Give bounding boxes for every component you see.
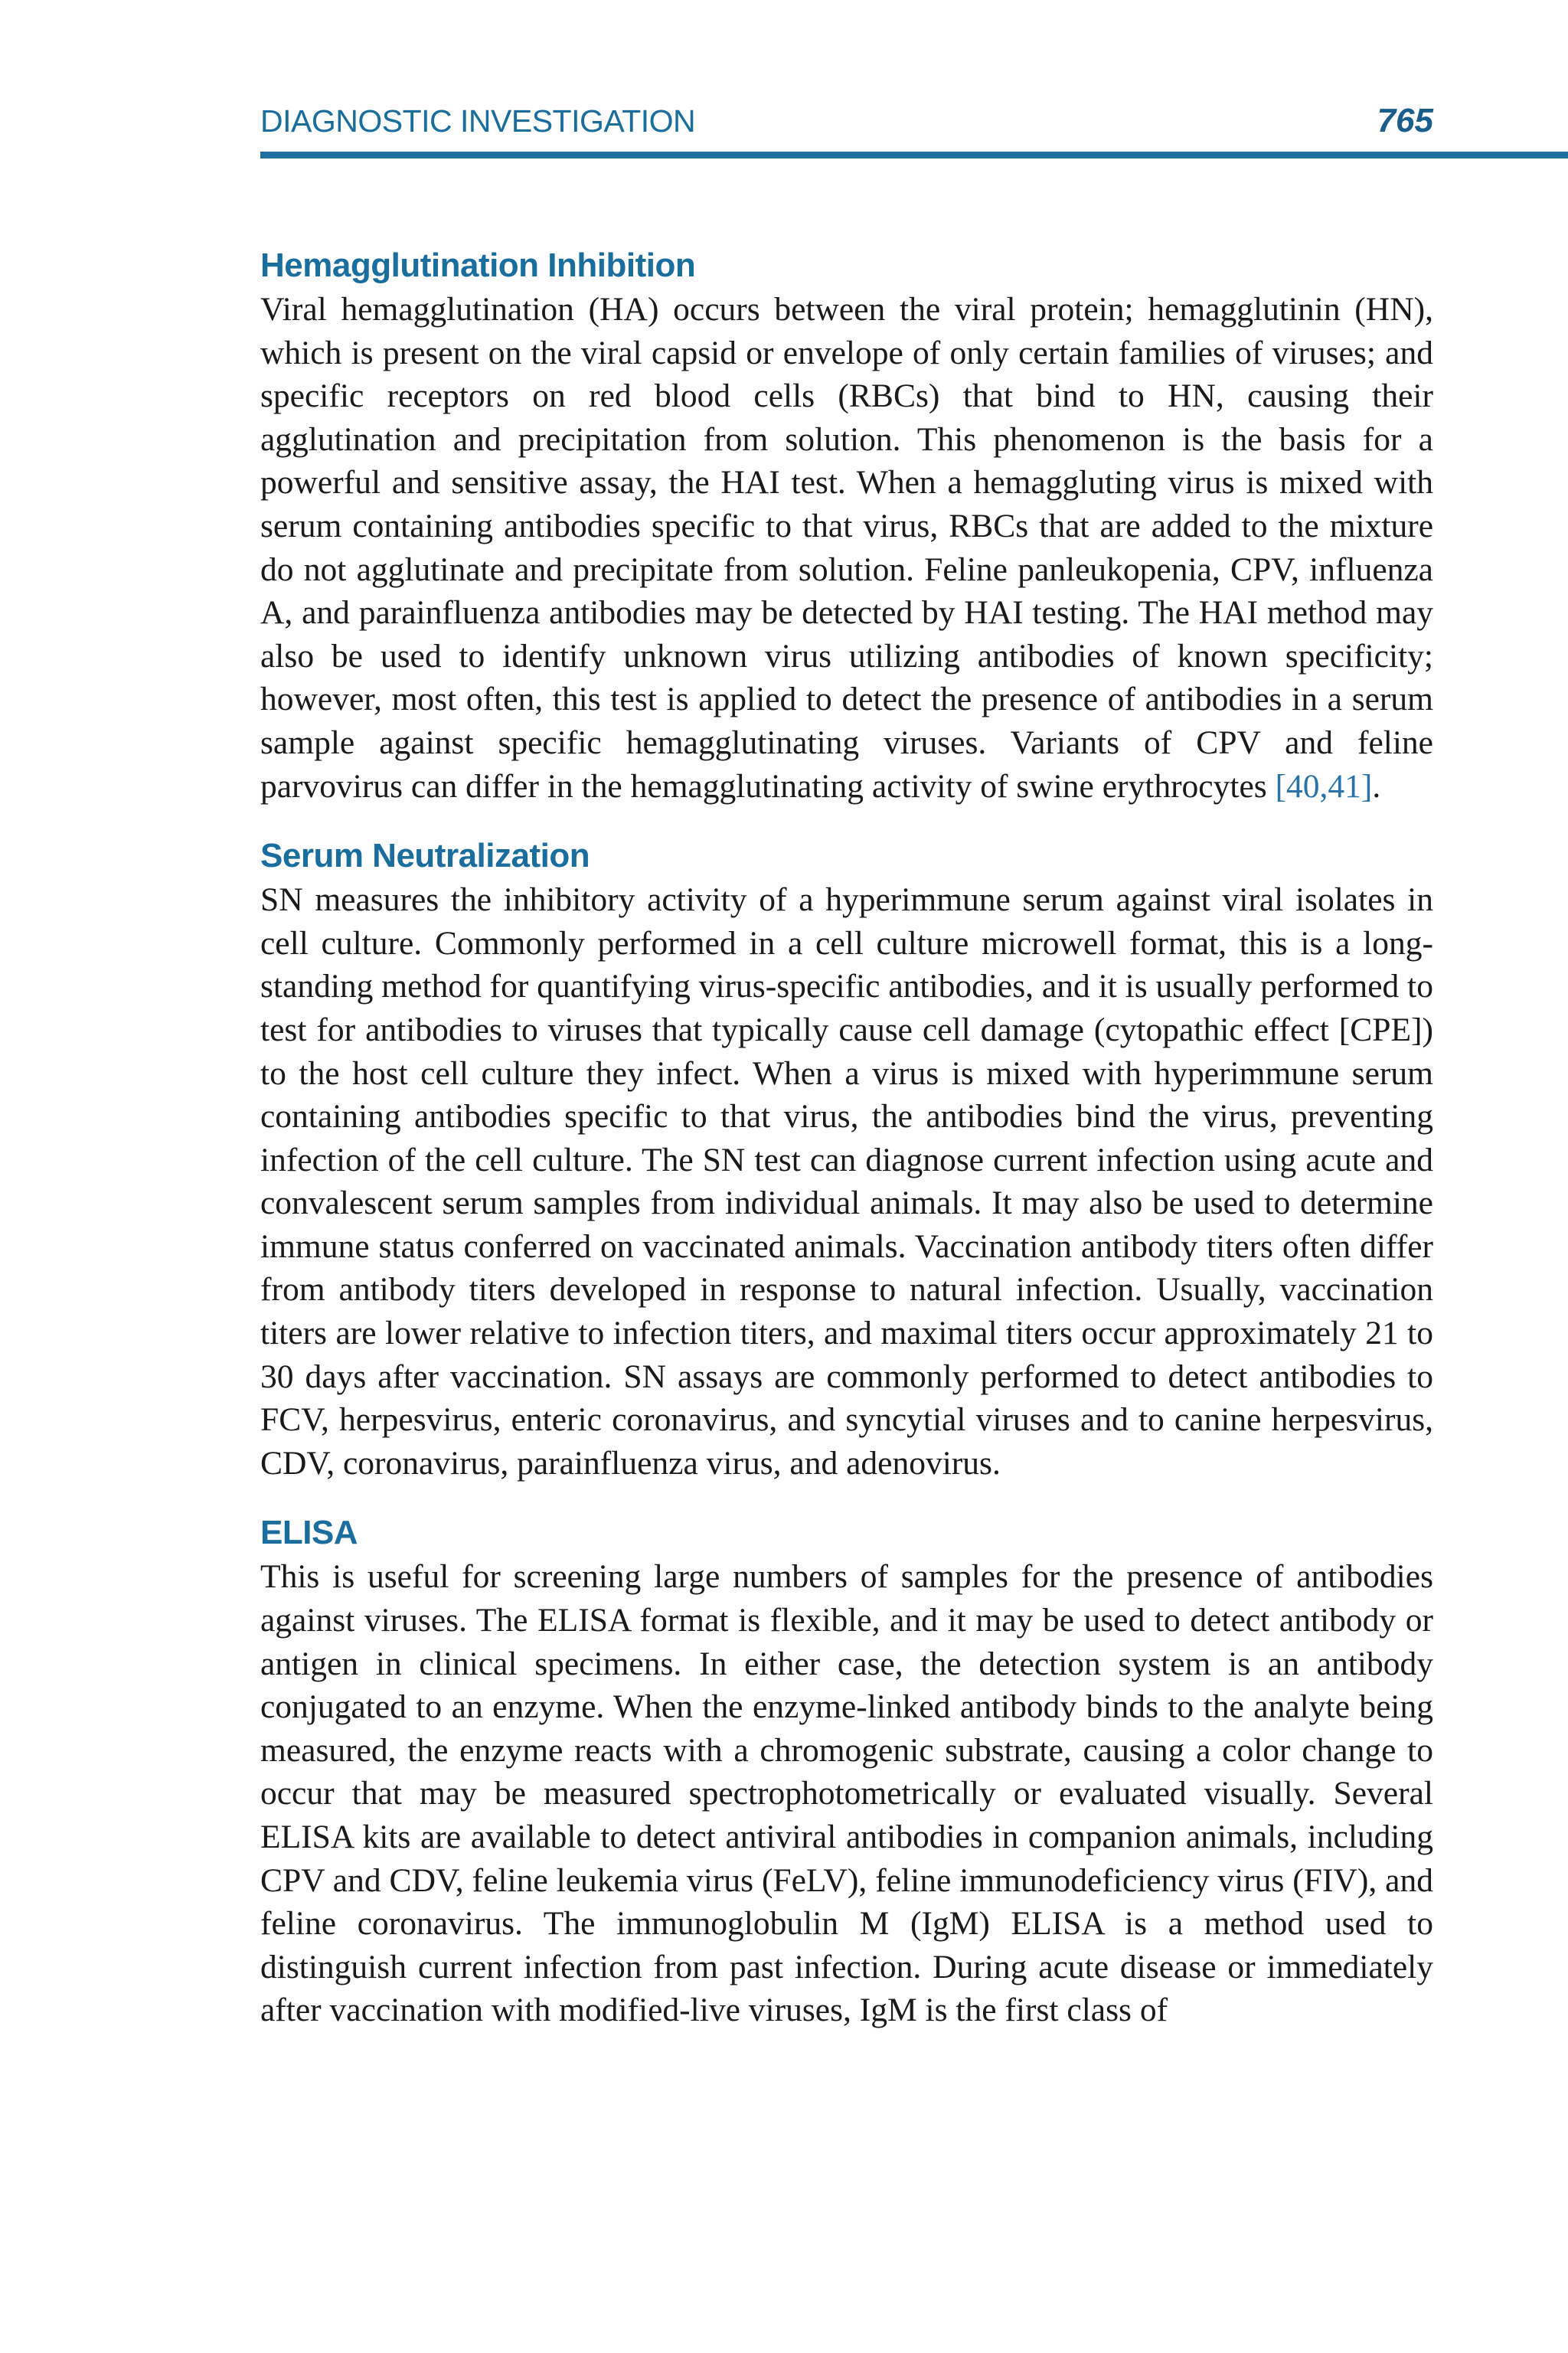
section-heading: ELISA: [260, 1514, 358, 1552]
page-content: [260, 243, 1433, 2058]
header-rule: [260, 152, 1568, 159]
section-paragraph: [260, 1555, 1433, 2032]
section-heading: Serum Neutralization: [260, 837, 590, 875]
paragraph-text: SN measures the inhibitory activity of a hyperimmune serum against viral isolates in cell culture. Commonly performed in a cell culture microwell format, this is a long-standing method for quantifying virus-specific antibodies, and it is usually performed to test for antibodies to viruses that typically cause cell damage (cytopathic effect [CPE]) to the host cell culture they infect. When a virus is mixed with hyperimmune serum containing antibodies specific to that virus, the antibodies bind the virus, preventing infection of the cell culture. The SN test can diagnose current infection using acute and convalescent serum samples from individual animals. It may also be used to determine immune status conferred on vaccinated animals. Vaccination antibody titers often differ from antibody titers developed in response to natural infection. Usually, vaccination titers are lower relative to infection titers, and maximal titers occur approximately 21 to 30 days after vaccination. SN assays are commonly performed to detect antibodies to FCV, herpesvirus, enteric coronavirus, and syncytial viruses and to canine herpesvirus, CDV, coronavirus, parainfluenza virus, and adenovirus.: [260, 881, 1433, 1482]
page-number: 765: [1377, 102, 1433, 139]
paragraph-text: This is useful for screening large numbers of samples for the presence of antibodies against viruses. The ELISA format is flexible, and it may be used to detect antibody or antigen in clinical specimens. In either case, the detection system is an antibody conjugated to an enzyme. When the enzyme-linked antibody binds to the analyte being measured, the enzyme reacts with a chromogenic substrate, causing a color change to occur that may be measured spectrophotometrically or evaluated visually. Several ELISA kits are available to detect antiviral antibodies in companion animals, including CPV and CDV, feline leukemia virus (FeLV), feline immunodeficiency virus (FIV), and feline coronavirus. The immunoglobulin M (IgM) ELISA is a method used to distinguish current infection from past infection. During acute disease or immediately after vaccination with modified-live viruses, IgM is the first class of: [260, 1558, 1433, 2029]
paragraph-text: Viral hemagglutination (HA) occurs between the viral protein; hemagglutinin (HN), which is present on the viral capsid or envelope of only certain families of viruses; and specific receptors on red blood cells (RBCs) that bind to HN, causing their agglutination and precipitation from solution. This phenomenon is the basis for a powerful and sensitive assay, the HAI test. When a hemaggluting virus is mixed with serum containing antibodies specific to that virus, RBCs that are added to the mixture do not agglutinate and precipitate from solution. Feline panleukopenia, CPV, influenza A, and parainfluenza antibodies may be detected by HAI testing. The HAI method may also be used to identify unknown virus utilizing antibodies of known specificity; however, most often, this test is applied to detect the presence of antibodies in a serum sample against specific hemagglutinating viruses. Variants of CPV and feline parvovirus can differ in the hemagglutinating activity of swine erythrocytes: [260, 291, 1433, 805]
running-title: DIAGNOSTIC INVESTIGATION: [260, 103, 696, 139]
section-heading: Hemagglutination Inhibition: [260, 247, 696, 284]
section-elisa: [260, 1511, 1433, 2032]
section-serum-neutralization: [260, 834, 1433, 1485]
paragraph-end: .: [1372, 767, 1381, 805]
running-header: [260, 98, 1433, 144]
section-paragraph: [260, 878, 1433, 1485]
section-hemagglutination-inhibition: [260, 243, 1433, 808]
section-paragraph: [260, 288, 1433, 808]
citation-link[interactable]: [40,41]: [1275, 767, 1373, 805]
